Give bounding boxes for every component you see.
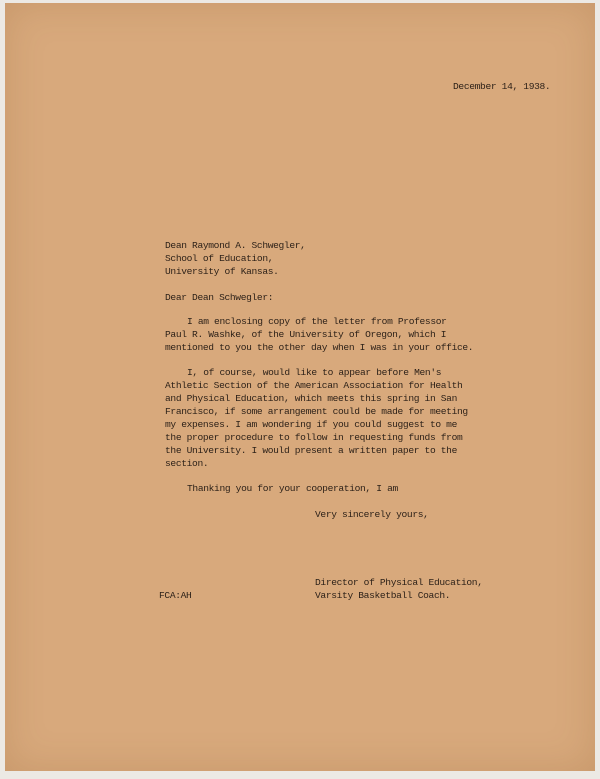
paragraph2-line: my expenses. I am wondering if you could suggest to me: [165, 419, 457, 430]
closing: Very sincerely yours,: [315, 509, 429, 520]
typist-initials: FCA:AH: [159, 590, 192, 601]
recipient-university: University of Kansas.: [165, 266, 279, 277]
paragraph3: Thanking you for your cooperation, I am: [187, 483, 398, 494]
letter-date: December 14, 1938.: [453, 81, 551, 92]
paragraph2-line: Francisco, if some arrangement could be made for meeting: [165, 406, 468, 417]
paragraph1-line: mentioned to you the other day when I was in your office.: [165, 342, 474, 353]
paragraph2-line: Athletic Section of the American Association for Health: [165, 380, 463, 391]
paragraph2-line: the University. I would present a written paper to the: [165, 445, 457, 456]
salutation: Dear Dean Schwegler:: [165, 292, 274, 303]
paragraph2-line: the proper procedure to follow in requesting funds from: [165, 432, 463, 443]
paragraph2-line: section.: [165, 458, 209, 469]
paragraph1-line: I am enclosing copy of the letter from Professor: [187, 316, 447, 327]
signature-title: Director of Physical Education,: [315, 577, 483, 588]
paragraph2-line: I, of course, would like to appear before Men's: [187, 367, 442, 378]
paragraph1-line: Paul R. Washke, of the University of Oregon, which I: [165, 329, 447, 340]
paragraph2-line: and Physical Education, which meets this spring in San: [165, 393, 457, 404]
recipient-name: Dean Raymond A. Schwegler,: [165, 240, 306, 251]
signature-title: Varsity Basketball Coach.: [315, 590, 451, 601]
letter-page: [5, 3, 595, 771]
recipient-school: School of Education,: [165, 253, 274, 264]
